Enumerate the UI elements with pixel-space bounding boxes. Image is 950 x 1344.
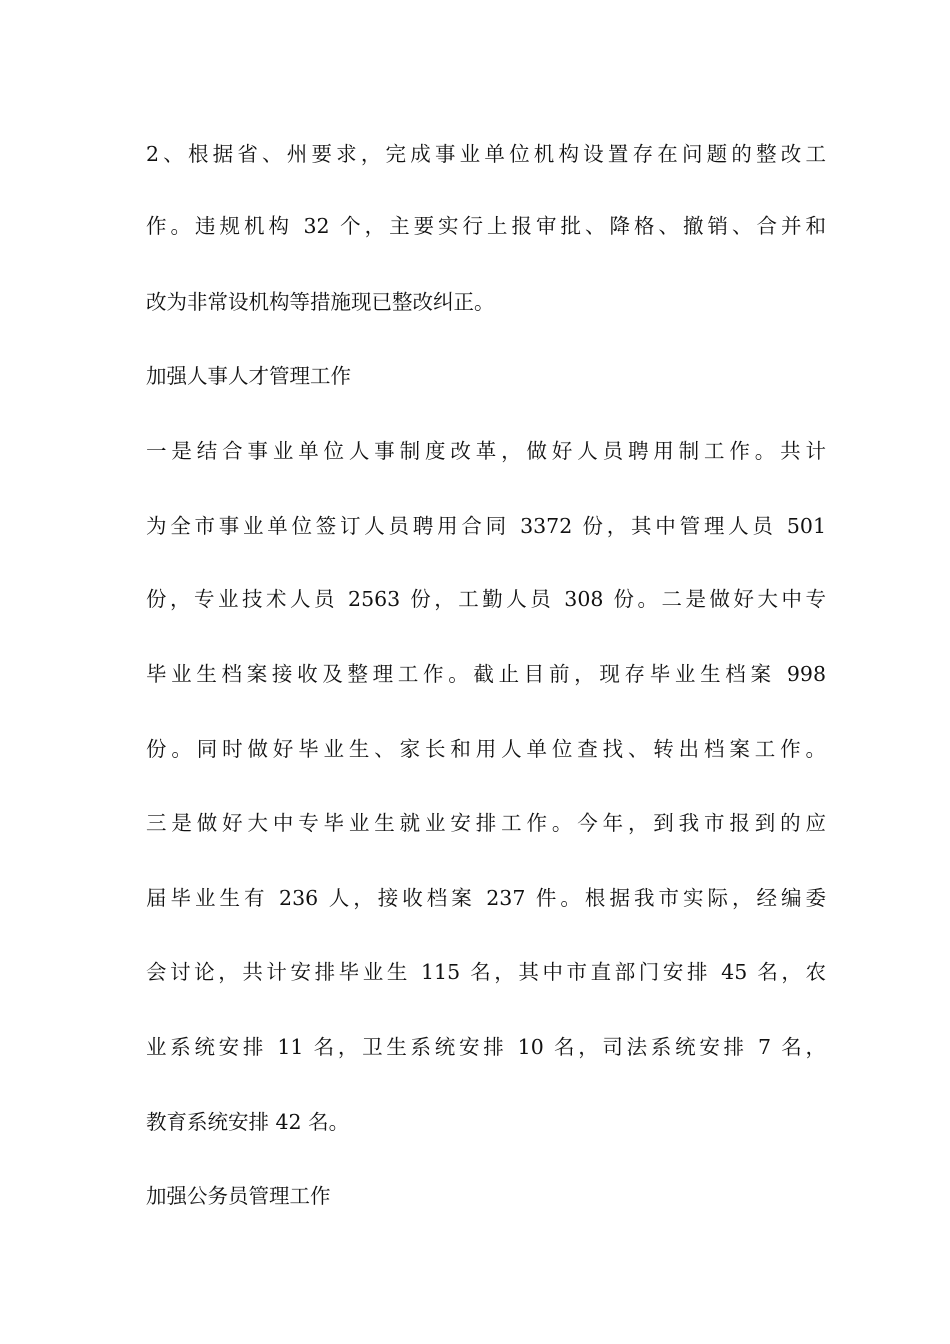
paragraph-line-7: 份，专业技术人员 2563 份，工勤人员 308 份。二是做好大中专 bbox=[146, 587, 826, 611]
section-heading-civil-servant: 加强公务员管理工作 bbox=[146, 1184, 331, 1208]
paragraph-line-12: 会讨论，共计安排毕业生 115 名，其中市直部门安排 45 名，农 bbox=[146, 960, 826, 984]
paragraph-line-11: 届毕业生有 236 人，接收档案 237 件。根据我市实际，经编委 bbox=[146, 886, 826, 910]
paragraph-line-14: 教育系统安排 42 名。 bbox=[146, 1110, 350, 1134]
paragraph-line-2: 作。违规机构 32 个，主要实行上报审批、降格、撤销、合并和 bbox=[146, 214, 826, 238]
paragraph-line-13: 业系统安排 11 名，卫生系统安排 10 名，司法系统安排 7 名， bbox=[146, 1035, 826, 1059]
paragraph-line-3: 改为非常设机构等措施现已整改纠正。 bbox=[146, 290, 495, 314]
paragraph-line-9: 份。同时做好毕业生、家长和用人单位查找、转出档案工作。 bbox=[146, 737, 826, 761]
section-heading-personnel: 加强人事人才管理工作 bbox=[146, 364, 351, 388]
paragraph-line-1: 2、根据省、州要求，完成事业单位机构设置存在问题的整改工 bbox=[146, 142, 826, 166]
paragraph-line-10: 三是做好大中专毕业生就业安排工作。今年，到我市报到的应 bbox=[146, 811, 826, 835]
paragraph-line-6: 为全市事业单位签订人员聘用合同 3372 份，其中管理人员 501 bbox=[146, 514, 826, 538]
paragraph-line-8: 毕业生档案接收及整理工作。截止目前，现存毕业生档案 998 bbox=[146, 662, 826, 686]
paragraph-line-5: 一是结合事业单位人事制度改革，做好人员聘用制工作。共计 bbox=[146, 439, 826, 463]
